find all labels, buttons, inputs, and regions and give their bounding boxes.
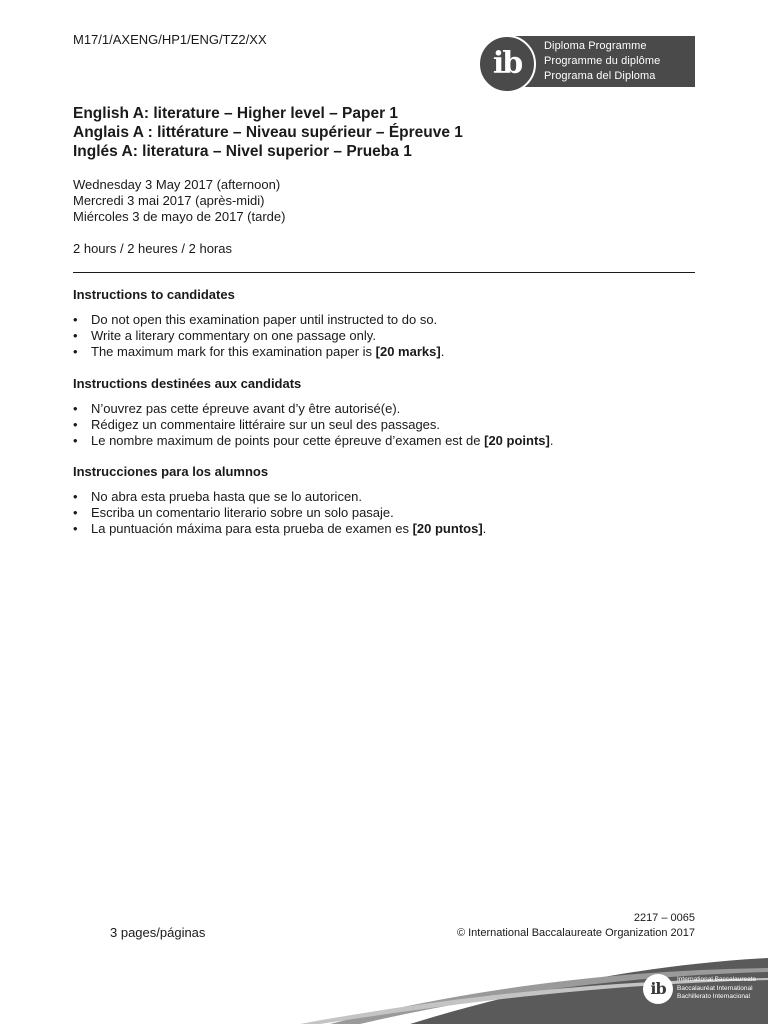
org-line-en: International Baccalaureate (677, 976, 757, 983)
instructions-heading: Instructions destinées aux candidats (73, 376, 302, 391)
paper-number: 2217 – 0065 (633, 912, 695, 924)
logo-line-en: Diploma Programme (544, 40, 647, 52)
date-fr: Mercredi 3 mai 2017 (après-midi) (73, 193, 265, 208)
title-en: English A: literature – Higher level – Paper 1 (73, 105, 399, 122)
copyright: © International Baccalaureate Organization 2017 (456, 927, 695, 939)
instruction-item: • Write a literary commentary on one passage only. (73, 328, 444, 344)
instructions-list (73, 401, 553, 449)
instructions-en (73, 287, 444, 360)
date-es: Miércoles 3 de mayo de 2017 (tarde) (73, 209, 286, 224)
exam-duration: 2 hours / 2 heures / 2 horas (73, 241, 232, 256)
instructions-list (73, 489, 486, 537)
instruction-item: • La puntuación máxima para esta prueba de examen es [20 puntos]. (73, 521, 486, 537)
instruction-item: • N’ouvrez pas cette épreuve avant d’y être autorisé(e). (73, 401, 553, 417)
max-mark: [20 points] (484, 433, 550, 448)
date-en: Wednesday 3 May 2017 (afternoon) (73, 177, 281, 192)
instruction-item: • No abra esta prueba hasta que se lo autoricen. (73, 489, 486, 505)
instruction-item: • Do not open this examination paper until instructed to do so. (73, 312, 444, 328)
ib-organization-logo (643, 974, 768, 1008)
instruction-item: • Le nombre maximum de points pour cette épreuve d’examen est de [20 points]. (73, 433, 553, 449)
instruction-item: • Rédigez un commentaire littéraire sur un seul des passages. (73, 417, 553, 433)
org-line-fr: Baccalauréat International (677, 984, 753, 992)
ib-mark-icon: ib (478, 35, 536, 93)
instruction-item: • The maximum mark for this examination paper is [20 marks]. (73, 344, 444, 360)
title-fr: Anglais A : littérature – Niveau supérieur – Épreuve 1 (73, 124, 463, 141)
logo-line-fr: Programme du diplôme (544, 55, 661, 67)
divider (73, 272, 695, 273)
footer-reference (457, 911, 695, 941)
instructions-list (73, 312, 444, 360)
logo-text (544, 39, 660, 84)
paper-code: M17/1/AXENG/HP1/ENG/TZ2/XX (73, 32, 267, 47)
instructions-es (73, 464, 486, 537)
instructions-fr (73, 376, 553, 449)
footer-swoosh (0, 940, 768, 1024)
title-es: Inglés A: literatura – Nivel superior – Prueba 1 (73, 143, 412, 160)
org-logo-text (677, 976, 756, 1002)
page-count: 3 pages/páginas (110, 925, 206, 940)
exam-dates (73, 177, 285, 225)
max-mark: [20 marks] (375, 344, 441, 359)
ib-diploma-logo (478, 35, 695, 93)
org-line-es: Bachillerato Internacional (677, 993, 750, 1000)
instruction-item: • Escriba un comentario literario sobre un solo pasaje. (73, 505, 486, 521)
logo-line-es: Programa del Diploma (544, 70, 656, 82)
ib-mark-icon: ib (643, 974, 673, 1004)
max-mark: [20 puntos] (412, 521, 483, 536)
instructions-heading: Instructions to candidates (73, 287, 235, 302)
instructions-heading: Instrucciones para los alumnos (73, 464, 269, 479)
paper-titles (73, 104, 463, 161)
